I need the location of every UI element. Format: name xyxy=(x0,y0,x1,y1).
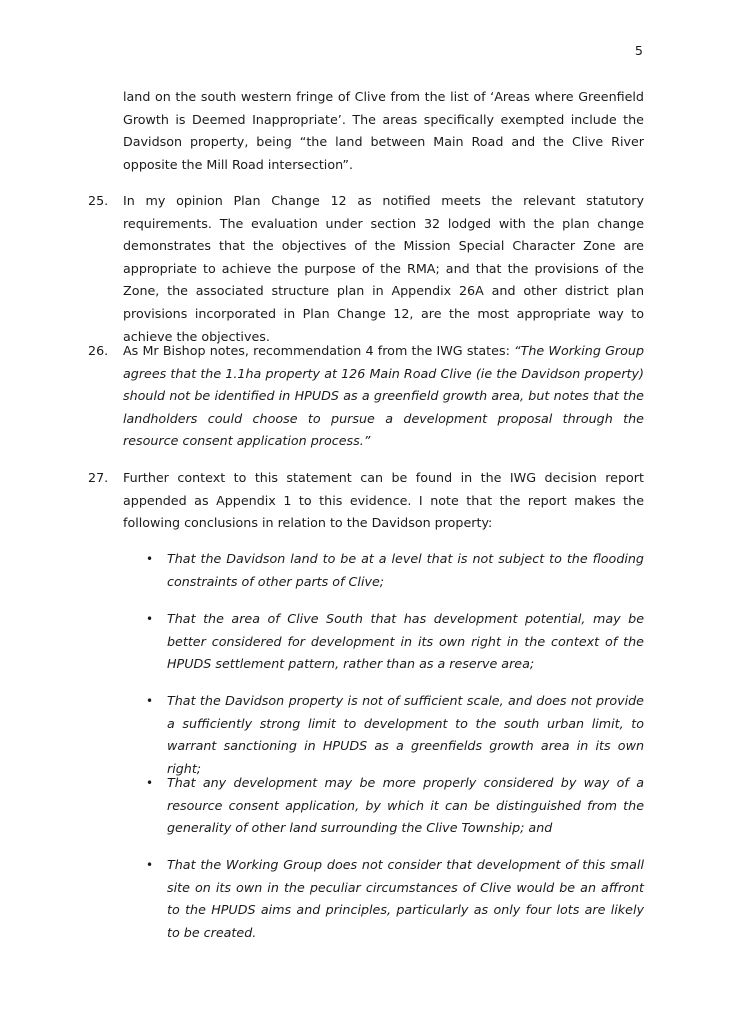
bullet-icon: • xyxy=(146,858,154,872)
bullet-icon: • xyxy=(146,552,154,566)
list-item: • That the Davidson property is not of sufficient scale, and does not provide a sufficiently strong limit to development to the south urban limit, to warrant sanctioning in HPUDS as a greenfields growth area in its own right; xyxy=(167,690,644,780)
bullet-icon: • xyxy=(146,612,154,626)
paragraph-text xyxy=(123,340,644,453)
iwg-quote: “The Working Group agrees that the 1.1ha property at 126 Main Road Clive (ie the Davidson property) should not be identified in HPUDS as a greenfield growth area, but notes that the landholders could choose to pursue a development proposal through the resource consent application process.” xyxy=(123,343,644,449)
list-item: • That the area of Clive South that has development potential, may be better considered for development in its own right in the context of the HPUDS settlement pattern, rather than as a reserve area; xyxy=(167,608,644,676)
list-item: • That any development may be more properly considered by way of a resource consent application, by which it can be distinguished from the generality of other land surrounding the Clive Township; and xyxy=(167,772,644,840)
list-item: • That the Working Group does not consider that development of this small site on its own in the peculiar circumstances of Clive would be an affront to the HPUDS aims and principles, particularly as only four lots are likely to be created. xyxy=(167,854,644,944)
paragraph-number: 26. xyxy=(88,343,109,358)
continued-paragraph: land on the south western fringe of Clive from the list of ‘Areas where Greenfield Growth is Deemed Inappropriate’. The areas specifically exempted include the Davidson property, being “the land between Main Road and the Clive River opposite the Mill Road intersection”. xyxy=(123,89,644,172)
bullet-icon: • xyxy=(146,694,154,708)
page-number: 5 xyxy=(634,43,643,58)
paragraph-lead: As Mr Bishop notes, recommendation 4 from the IWG states: xyxy=(123,343,515,358)
bullet-icon: • xyxy=(146,776,154,790)
paragraph-text: In my opinion Plan Change 12 as notified meets the relevant statutory requirements. The evaluation under section 32 lodged with the plan change demonstrates that the objectives of the Mission Special Character Zone are appropriate to achieve the purpose of the RMA; and that the provisions of the Zone, the associated structure plan in Appendix 26A and other district plan provisions incorporated in Plan Change 12, are the most appropriate way to achieve the objectives. xyxy=(123,193,644,344)
paragraph-text: Further context to this statement can be found in the IWG decision report appended as Appendix 1 to this evidence. I note that the report makes the following conclusions in relation to the Davidson property: xyxy=(123,470,644,531)
list-item: • That the Davidson land to be at a level that is not subject to the flooding constraints of other parts of Clive; xyxy=(167,548,644,593)
paragraph-number: 27. xyxy=(88,470,109,485)
paragraph-number: 25. xyxy=(88,193,109,208)
